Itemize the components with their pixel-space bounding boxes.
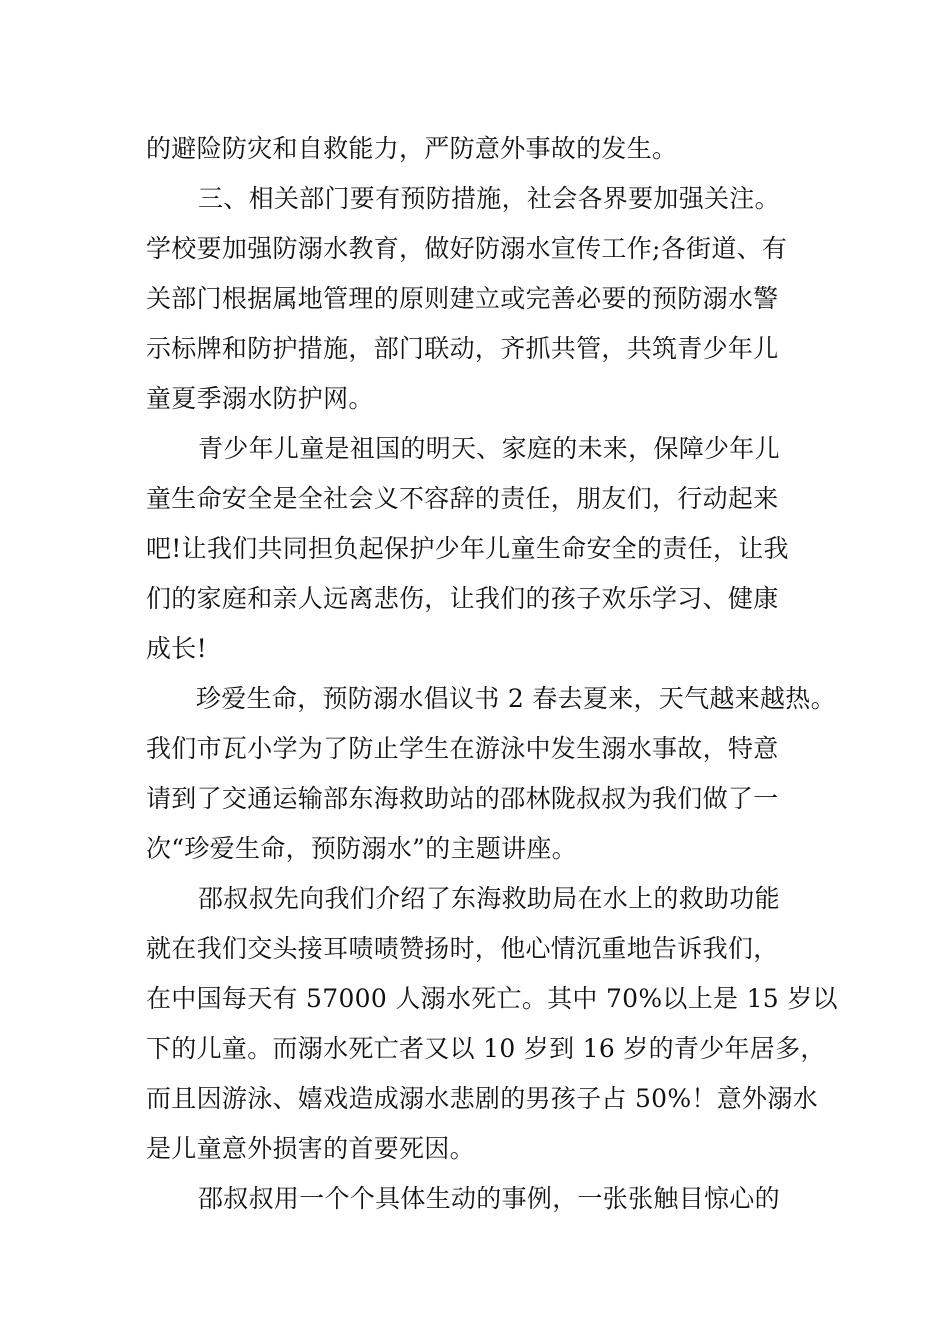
paragraph-4-line-3: 请到了交通运输部东海救助站的邵林陇叔叔为我们做了一 [146, 784, 779, 813]
paragraph-5-line-4: 下的儿童。而溺水死亡者又以 10 岁到 16 岁的青少年居多， [146, 1034, 826, 1063]
paragraph-3-line-5: 成长! [146, 634, 207, 663]
paragraph-3-line-2: 童生命安全是全社会义不容辞的责任，朋友们，行动起来 [146, 484, 779, 513]
paragraph-4-line-2: 我们市瓦小学为了防止学生在游泳中发生溺水事故，特意 [146, 734, 779, 763]
paragraph-2-line-4: 示标牌和防护措施，部门联动，齐抓共管，共筑青少年儿 [146, 334, 779, 363]
paragraph-5-line-1: 邵叔叔先向我们介绍了东海救助局在水上的救助功能 [198, 884, 780, 913]
paragraph-2-line-1: 三、相关部门要有预防措施，社会各界要加强关注。 [198, 184, 780, 213]
paragraph-2-line-3: 关部门根据属地管理的原则建立或完善必要的预防溺水警 [146, 284, 779, 313]
paragraph-4-line-4: 次“珍爱生命，预防溺水”的主题讲座。 [146, 834, 577, 863]
paragraph-5-line-6: 是儿童意外损害的首要死因。 [146, 1134, 475, 1163]
paragraph-1-line-1: 的避险防灾和自救能力，严防意外事故的发生。 [146, 134, 678, 163]
paragraph-5-line-3: 在中国每天有 57000 人溺水死亡。其中 70%以上是 15 岁以 [146, 984, 838, 1013]
paragraph-3-line-1: 青少年儿童是祖国的明天、家庭的未来，保障少年儿 [198, 434, 780, 463]
paragraph-3-line-4: 们的家庭和亲人远离悲伤，让我们的孩子欢乐学习、健康 [146, 584, 779, 613]
paragraph-6-line-1: 邵叔叔用一个个具体生动的事例，一张张触目惊心的 [198, 1184, 780, 1213]
paragraph-2-line-2: 学校要加强防溺水教育，做好防溺水宣传工作;各街道、有 [146, 234, 788, 263]
paragraph-2-line-5: 童夏季溺水防护网。 [146, 384, 374, 413]
paragraph-4-line-1: 珍爱生命，预防溺水倡议书 2 春去夏来，天气越来越热。 [196, 684, 836, 713]
paragraph-3-line-3: 吧!让我们共同担负起保护少年儿童生命安全的责任，让我 [146, 534, 789, 563]
paragraph-5-line-5: 而且因游泳、嬉戏造成溺水悲剧的男孩子占 50%！意外溺水 [146, 1084, 818, 1113]
paragraph-5-line-2: 就在我们交头接耳啧啧赞扬时，他心情沉重地告诉我们， [146, 934, 779, 963]
